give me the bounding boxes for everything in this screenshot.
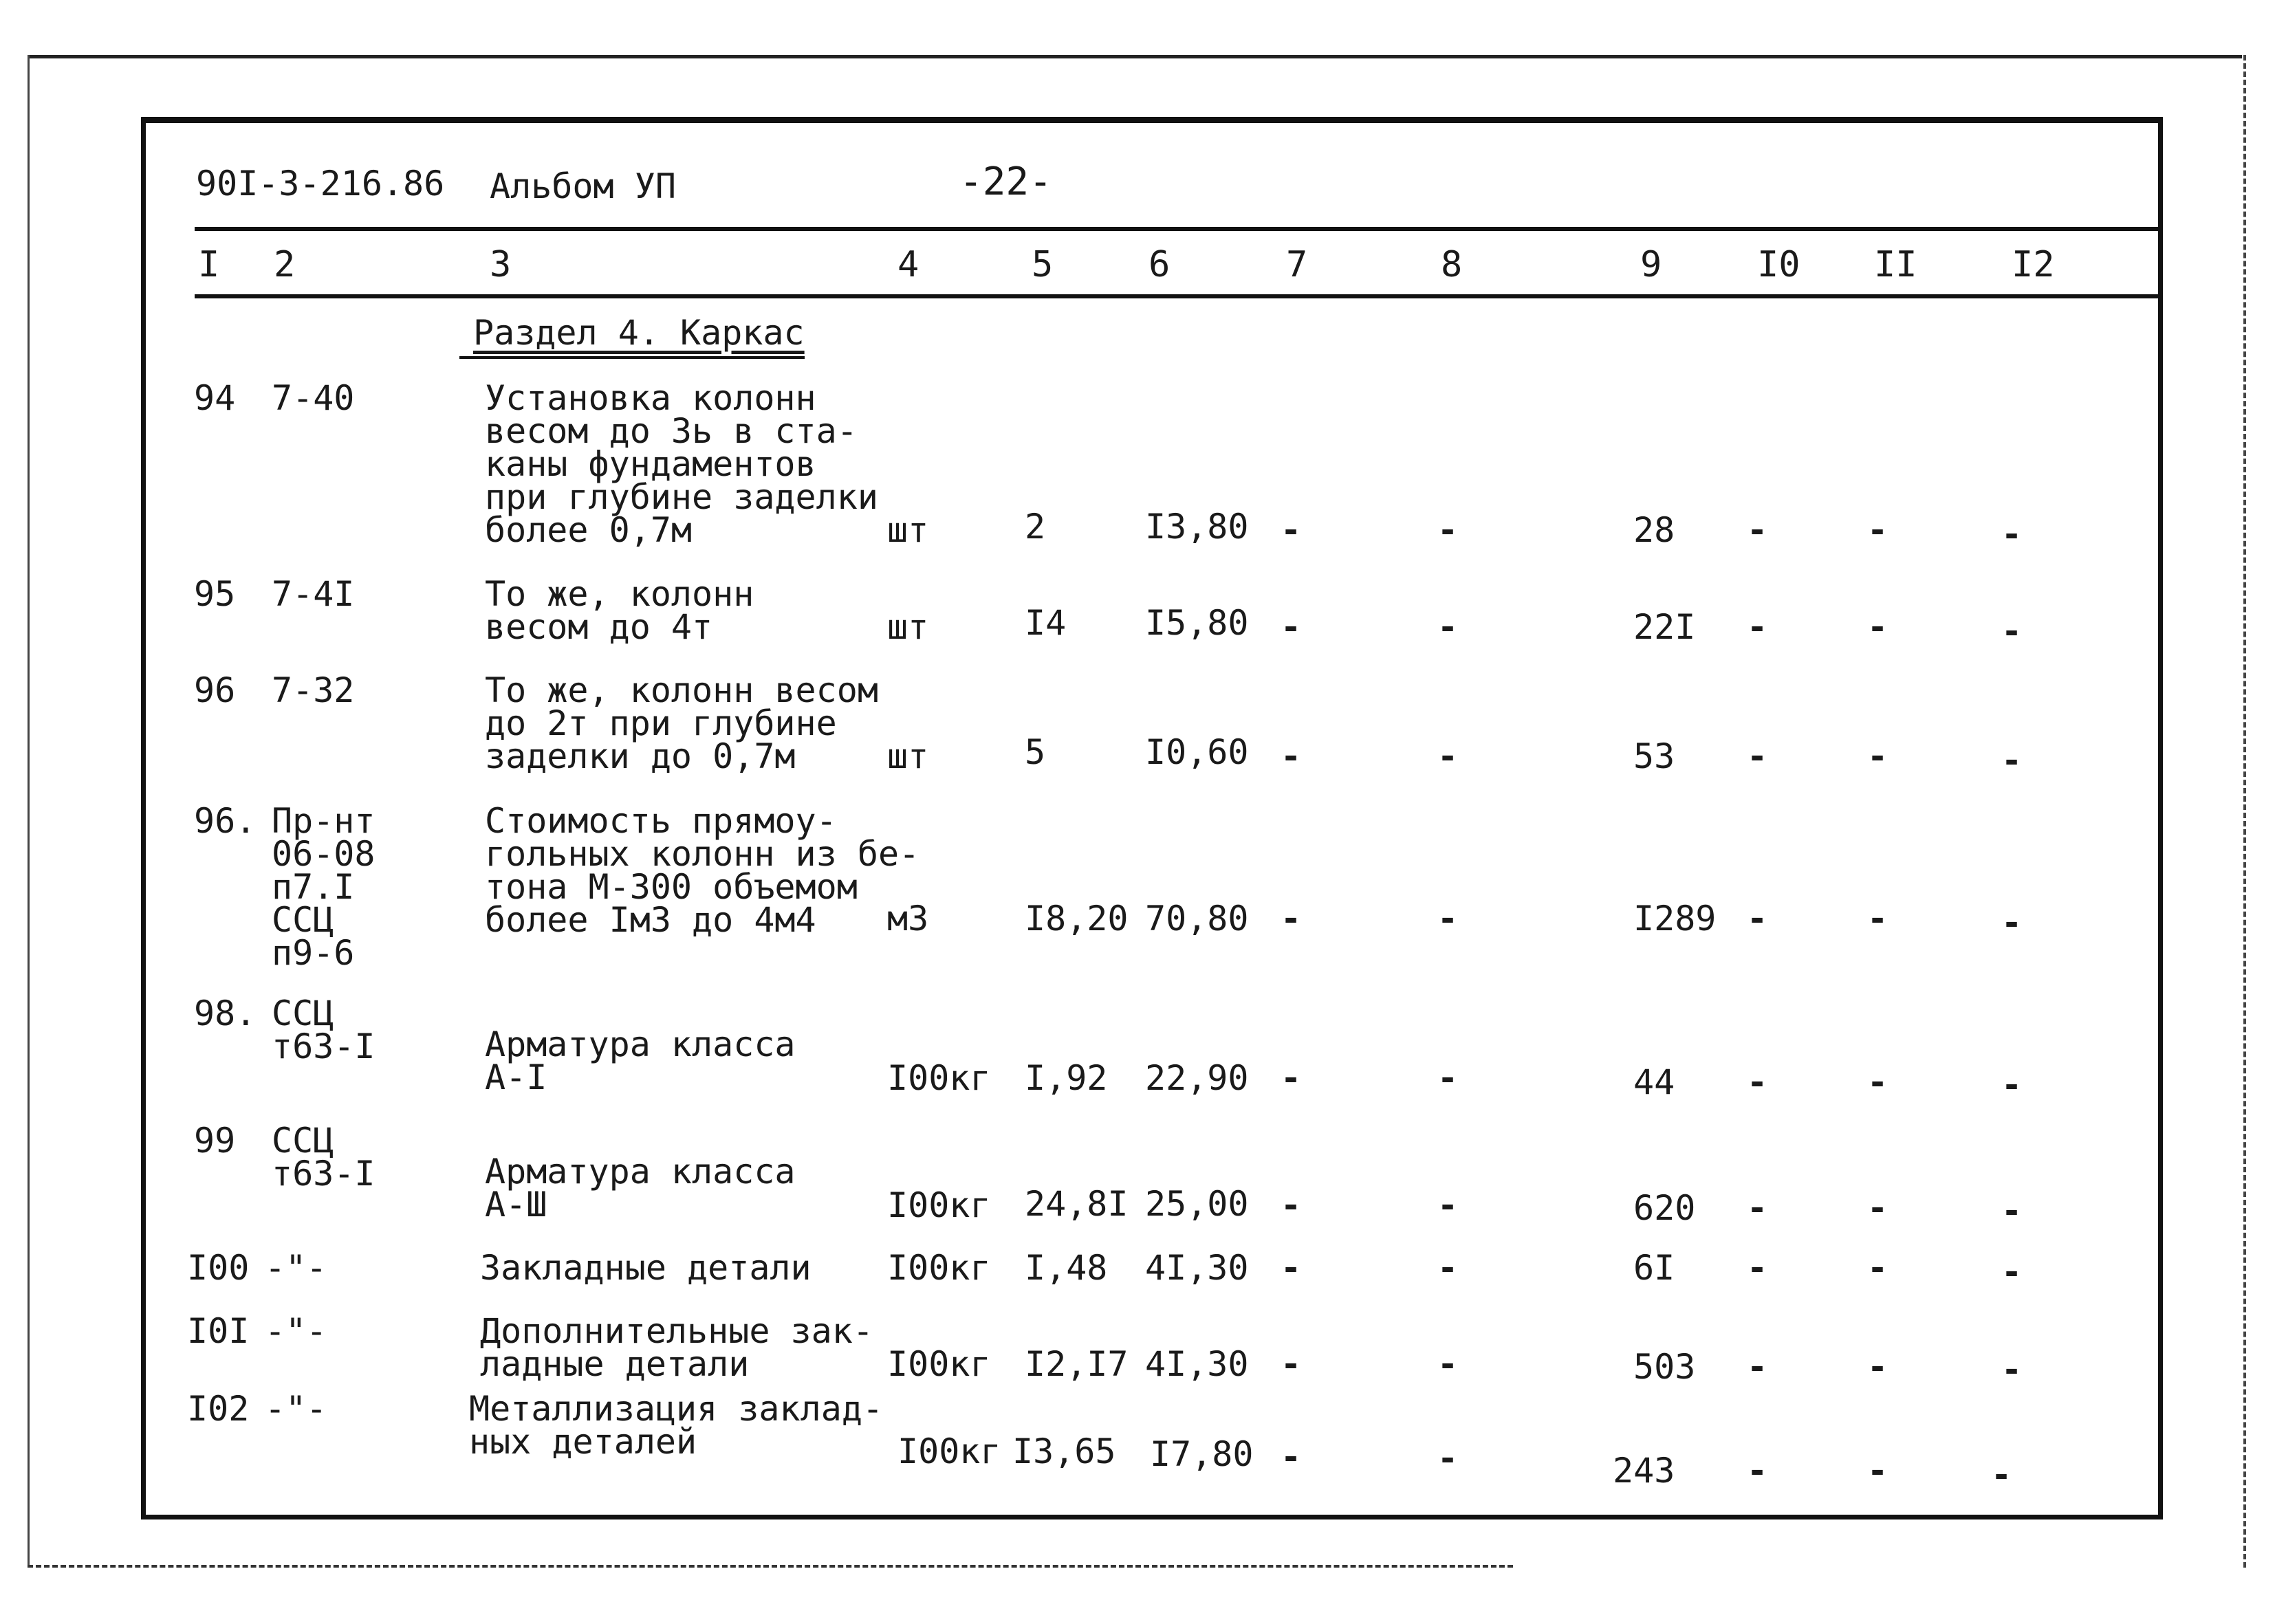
- row-total: 243: [1613, 1451, 1675, 1491]
- row-col12: -: [2001, 1252, 2023, 1292]
- row-code: -"-: [265, 1311, 327, 1351]
- row-col11: -: [1867, 1248, 1888, 1288]
- row-quantity: I3,65: [1012, 1431, 1116, 1471]
- row-price: I5,80: [1145, 603, 1249, 643]
- row-description: То же, колонн весом до 2т при глубине заделки до 0,7м: [485, 670, 878, 776]
- doc-code: 90I-3-216.86: [196, 164, 445, 204]
- sheet-edge-left: [28, 55, 30, 1568]
- row-total: 22I: [1633, 607, 1696, 647]
- row-code: Пр-нт 06-08 п7.I ССЦ п9-6: [272, 801, 375, 973]
- row-col7: -: [1281, 1248, 1302, 1288]
- page-number: -22-: [959, 160, 1052, 204]
- row-col10: -: [1747, 1188, 1768, 1228]
- row-unit: I00кг: [887, 1185, 991, 1225]
- row-unit: I00кг: [887, 1248, 991, 1288]
- row-col12: -: [2001, 740, 2023, 780]
- row-price: 70,80: [1145, 899, 1249, 939]
- album-label: Альбом УП: [490, 166, 676, 206]
- row-col7: -: [1281, 607, 1302, 647]
- col-num-10: I0: [1757, 244, 1800, 285]
- row-col11: -: [1867, 899, 1888, 939]
- row-code: ССЦ т63-I: [272, 994, 375, 1066]
- row-quantity: 2: [1025, 507, 1046, 547]
- sheet-edge-top: [28, 55, 2242, 58]
- row-number: 98.: [194, 994, 257, 1033]
- col-num-7: 7: [1286, 244, 1308, 285]
- col-num-1: I: [198, 244, 220, 285]
- row-unit: I00кг: [897, 1431, 1001, 1471]
- row-col10: -: [1747, 1451, 1768, 1491]
- sheet-edge-bottom: [28, 1565, 1513, 1568]
- row-col12: -: [2001, 903, 2023, 943]
- row-price: 4I,30: [1145, 1248, 1249, 1288]
- col-num-6: 6: [1149, 244, 1171, 285]
- row-price: I3,80: [1145, 507, 1249, 547]
- row-code: 7-32: [272, 670, 355, 710]
- row-col8: -: [1437, 1058, 1459, 1098]
- row-col7: -: [1281, 510, 1302, 550]
- row-price: 22,90: [1145, 1058, 1249, 1098]
- row-col10: -: [1747, 510, 1768, 550]
- row-col8: -: [1437, 899, 1459, 939]
- row-unit: шт: [887, 607, 929, 647]
- row-total: I289: [1633, 899, 1717, 939]
- row-quantity: 24,8I: [1025, 1184, 1129, 1224]
- row-col10: -: [1747, 607, 1768, 647]
- row-description: Арматура класса А-I: [485, 1024, 796, 1097]
- row-col12: -: [2001, 611, 2023, 651]
- row-col11: -: [1867, 1451, 1888, 1491]
- row-total: 620: [1633, 1188, 1696, 1228]
- col-num-5: 5: [1032, 244, 1054, 285]
- section-title: Раздел 4. Каркас: [473, 313, 805, 353]
- row-number: I00: [187, 1248, 250, 1288]
- row-description: Арматура класса А-Ш: [485, 1152, 796, 1225]
- row-quantity: I4: [1025, 603, 1067, 643]
- row-quantity: I,92: [1025, 1058, 1108, 1098]
- row-description: Установка колонн весом до 3ь в ста- каны фундаментов при глубине заделки более 0,7м: [485, 378, 878, 550]
- row-col12: -: [2001, 514, 2023, 554]
- row-code: ССЦ т63-I: [272, 1121, 375, 1194]
- row-code: -"-: [265, 1389, 327, 1429]
- row-col7: -: [1281, 1058, 1302, 1098]
- row-total: 6I: [1633, 1248, 1675, 1288]
- header-rule-bottom: [195, 294, 2163, 298]
- row-code: -"-: [265, 1248, 327, 1288]
- row-col10: -: [1747, 736, 1768, 776]
- row-code: 7-4I: [272, 574, 355, 614]
- col-num-2: 2: [274, 244, 296, 285]
- row-col11: -: [1867, 1062, 1888, 1102]
- row-number: 96.: [194, 801, 257, 841]
- row-number: I02: [187, 1389, 250, 1429]
- row-description: Металлизация заклад- ных деталей: [469, 1389, 884, 1462]
- row-col7: -: [1281, 1344, 1302, 1384]
- row-col11: -: [1867, 510, 1888, 550]
- row-quantity: 5: [1025, 732, 1046, 772]
- row-description: Дополнительные зак- ладные детали: [480, 1311, 873, 1384]
- col-num-3: 3: [490, 244, 512, 285]
- row-unit: шт: [887, 510, 929, 550]
- row-total: 53: [1633, 736, 1675, 776]
- row-col7: -: [1281, 1185, 1302, 1225]
- row-unit: м3: [887, 899, 929, 939]
- row-number: 99: [194, 1121, 236, 1161]
- row-col8: -: [1437, 510, 1459, 550]
- row-col12: -: [2001, 1350, 2023, 1390]
- row-col8: -: [1437, 1185, 1459, 1225]
- col-num-9: 9: [1640, 244, 1662, 285]
- row-col7: -: [1281, 736, 1302, 776]
- row-col8: -: [1437, 1248, 1459, 1288]
- row-description: Закладные детали: [480, 1248, 812, 1288]
- row-col12: -: [2001, 1191, 2023, 1231]
- row-col12: -: [2001, 1065, 2023, 1105]
- row-col8: -: [1437, 736, 1459, 776]
- row-col10: -: [1747, 899, 1768, 939]
- row-number: 96: [194, 670, 236, 710]
- row-price: I7,80: [1150, 1434, 1254, 1474]
- row-col8: -: [1437, 607, 1459, 647]
- row-unit: I00кг: [887, 1058, 991, 1098]
- row-price: I0,60: [1145, 732, 1249, 772]
- row-number: I0I: [187, 1311, 250, 1351]
- row-col11: -: [1867, 1188, 1888, 1228]
- row-code: 7-40: [272, 378, 355, 418]
- row-number: 94: [194, 378, 236, 418]
- row-quantity: I2,I7: [1025, 1344, 1129, 1384]
- row-quantity: I,48: [1025, 1248, 1108, 1288]
- row-description: То же, колонн весом до 4т: [485, 574, 754, 647]
- row-col11: -: [1867, 736, 1888, 776]
- row-col11: -: [1867, 607, 1888, 647]
- row-description: Стоимость прямоу- гольных колонн из бе- тона М-300 объемом более Iм3 до 4м4: [485, 801, 920, 940]
- row-total: 44: [1633, 1062, 1675, 1102]
- row-price: 4I,30: [1145, 1344, 1249, 1384]
- row-col8: -: [1437, 1438, 1459, 1478]
- row-quantity: I8,20: [1025, 899, 1129, 939]
- row-total: 28: [1633, 510, 1675, 550]
- row-col12: -: [1991, 1455, 2012, 1495]
- row-col8: -: [1437, 1344, 1459, 1384]
- row-total: 503: [1633, 1347, 1696, 1387]
- row-col11: -: [1867, 1347, 1888, 1387]
- row-col7: -: [1281, 1437, 1302, 1477]
- col-num-12: I2: [2012, 244, 2055, 285]
- col-num-4: 4: [897, 244, 919, 285]
- row-col10: -: [1747, 1062, 1768, 1102]
- row-col10: -: [1747, 1248, 1768, 1288]
- row-col7: -: [1281, 899, 1302, 939]
- row-unit: I00кг: [887, 1344, 991, 1384]
- sheet-edge-right: [2243, 55, 2246, 1568]
- col-num-11: II: [1874, 244, 1917, 285]
- row-unit: шт: [887, 736, 929, 776]
- row-number: 95: [194, 574, 236, 614]
- row-price: 25,00: [1145, 1184, 1249, 1224]
- header-rule-top: [195, 227, 2163, 231]
- document-frame: [141, 117, 2163, 1519]
- row-col10: -: [1747, 1347, 1768, 1387]
- col-num-8: 8: [1441, 244, 1463, 285]
